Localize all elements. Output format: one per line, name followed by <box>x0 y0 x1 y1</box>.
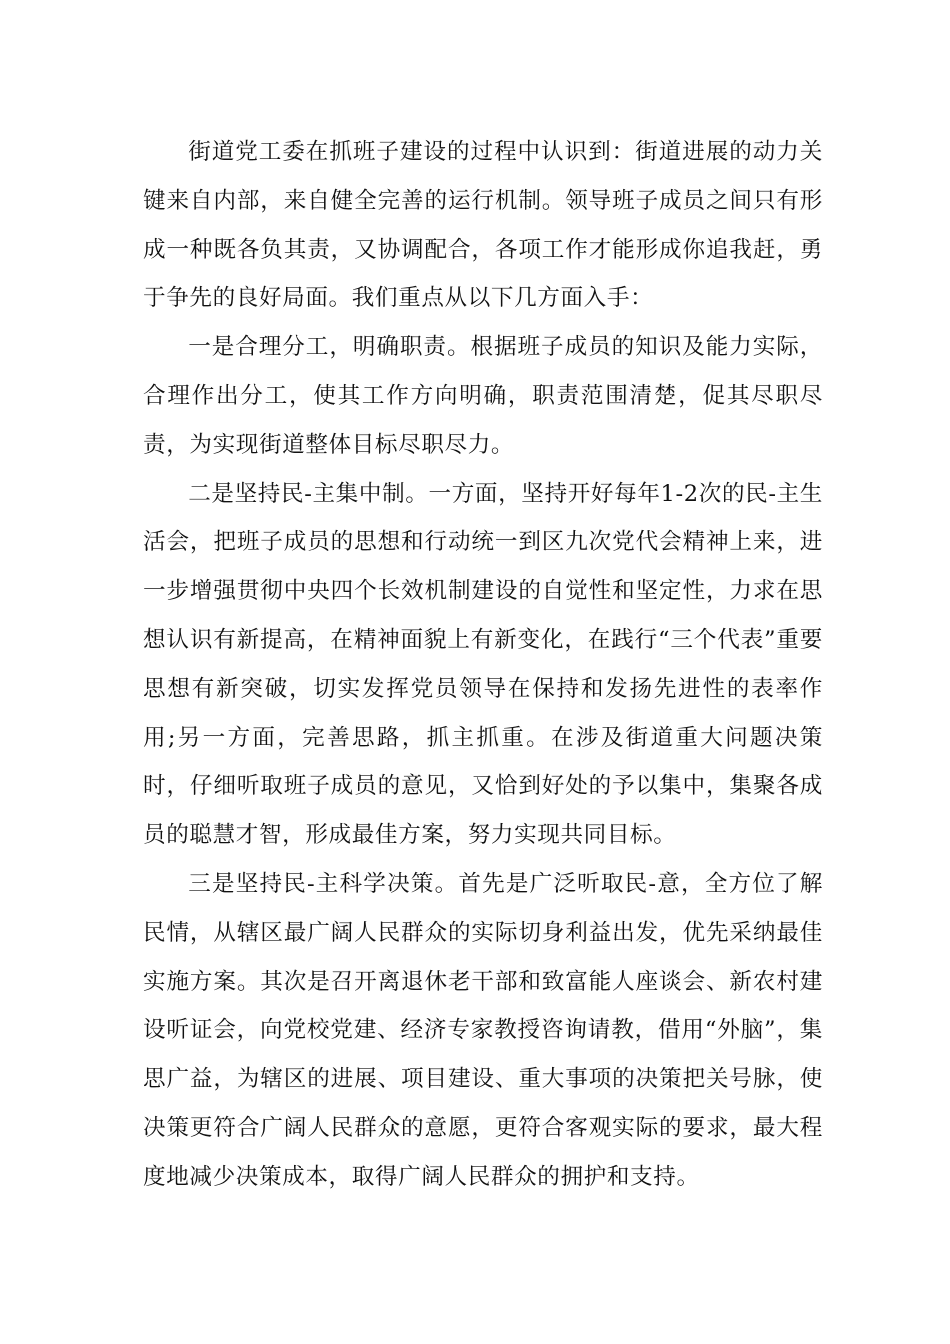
paragraph-point-two: 二是坚持民-主集中制。一方面，坚持开好每年1-2次的民-主生活会，把班子成员的思想和行动统一到区九次党代会精神上来，进一步增强贯彻中央四个长效机制建设的自觉性和坚定性，力求在思想认识有新提高，在精神面貌上有新变化，在践行“三个代表”重要思想有新突破，切实发挥党员领导在保持和发扬先进性的表率作用;另一方面，完善思路，抓主抓重。在涉及街道重大问题决策时，仔细听取班子成员的意见，又恰到好处的予以集中，集聚各成员的聪慧才智，形成最佳方案，努力实现共同目标。 <box>143 480 823 849</box>
document-body <box>143 128 823 1202</box>
paragraph-point-three: 三是坚持民-主科学决策。首先是广泛听取民-意，全方位了解民情，从辖区最广阔人民群众的实际切身利益出发，优先采纳最佳实施方案。其次是召开离退休老干部和致富能人座谈会、新农村建设听证会，向党校党建、经济专家教授咨询请教，借用“外脑”，集思广益，为辖区的进展、项目建设、重大事项的决策把关号脉，使决策更符合广阔人民群众的意愿，更符合客观实际的要求，最大程度地减少决策成本，取得广阔人民群众的拥护和支持。 <box>143 870 823 1190</box>
paragraph-intro: 街道党工委在抓班子建设的过程中认识到：街道进展的动力关键来自内部，来自健全完善的运行机制。领导班子成员之间只有形成一种既各负其责，又协调配合，各项工作才能形成你追我赶，勇于争先的良好局面。我们重点从以下几方面入手： <box>143 139 823 312</box>
paragraph-point-one: 一是合理分工，明确职责。根据班子成员的知识及能力实际，合理作出分工，使其工作方向明确，职责范围清楚，促其尽职尽责，为实现街道整体目标尽职尽力。 <box>143 334 823 458</box>
